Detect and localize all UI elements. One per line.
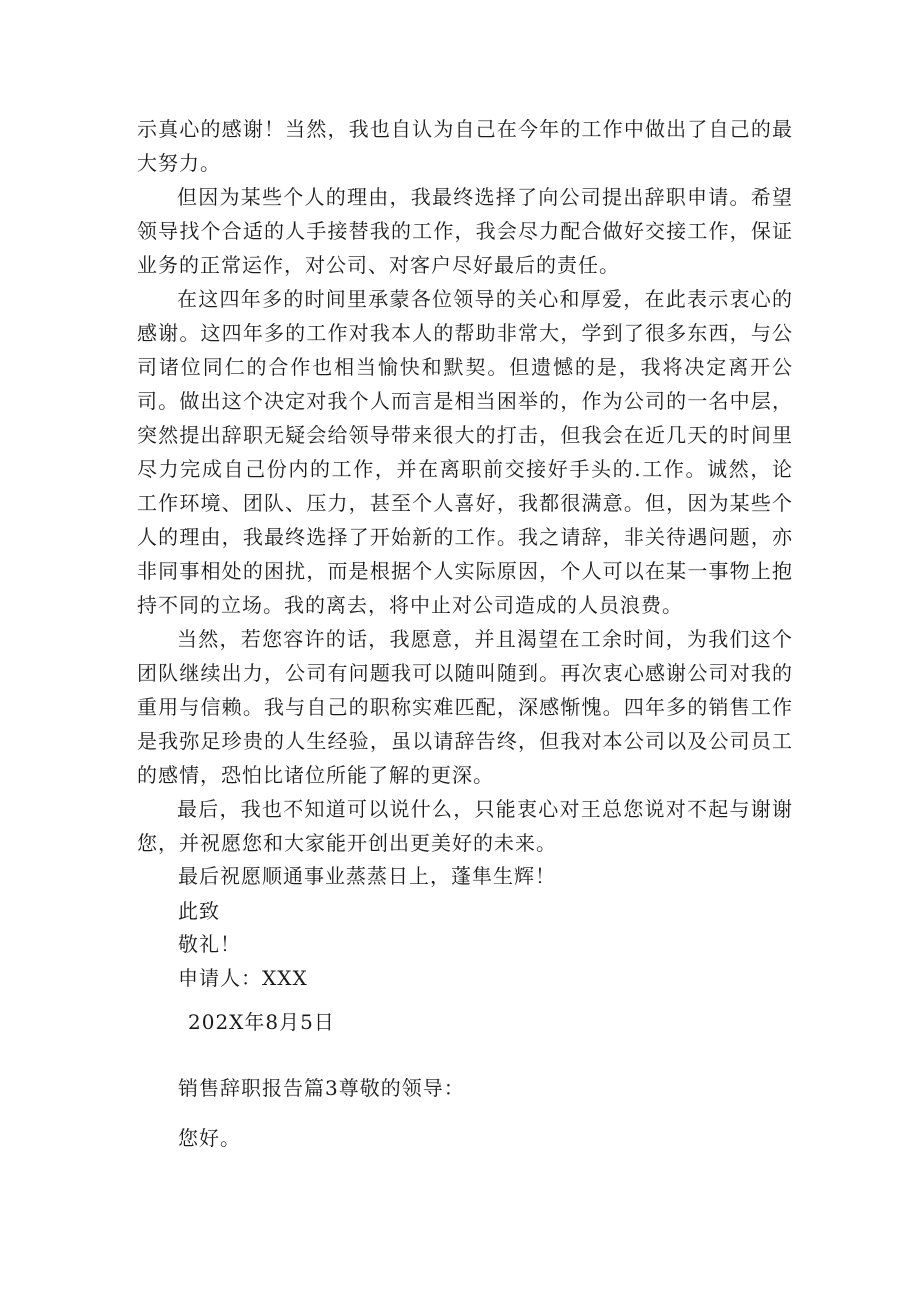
- greeting-line: 您好。: [178, 1126, 241, 1150]
- paragraph-1: 示真心的感谢！当然，我也自认为自己在今年的工作中做出了自己的最大努力。: [137, 117, 793, 175]
- paragraph-2: 但因为某些个人的理由，我最终选择了向公司提出辞职申请。希望领导找个合适的人手接替我的工作，我会尽力配合做好交接工作，保证业务的正常运作，对公司、对客户尽好最后的责任。: [137, 185, 793, 277]
- paragraph-5: 最后，我也不知道可以说什么，只能衷心对王总您说对不起与谢谢您，并祝愿您和大家能开创出更美好的未来。: [137, 797, 793, 855]
- applicant-line: 申请人：XXX: [178, 966, 308, 990]
- closing-wish: 最后祝愿顺通事业蒸蒸日上，蓬隼生辉！: [178, 864, 556, 888]
- paragraph-3: 在这四年多的时间里承蒙各位领导的关心和厚爱，在此表示衷心的感谢。这四年多的工作对我本人的帮助非常大，学到了很多东西，与公司诸位同仁的合作也相当愉快和默契。但遗憾的是，我将决定离开公司。做出这个决定对我个人而言是相当困举的，作为公司的一名中层，突然提出辞职无疑会给领导带来很大的打击，但我会在近几天的时间里尽力完成自己份内的工作，并在离职前交接好手头的.工作。诚然，论工作环境、团队、压力，甚至个人喜好，我都很满意。但，因为某些个人的理由，我最终选择了开始新的工作。我之请辞，非关待遇问题，亦非同事相处的困扰，而是根据个人实际原因，个人可以在某一事物上抱持不同的立场。我的离去，将中止对公司造成的人员浪费。: [137, 287, 793, 617]
- salutation-line-2: 敬礼！: [178, 932, 241, 956]
- salutation-line-1: 此致: [178, 899, 220, 923]
- section-heading: 销售辞职报告篇3尊敬的领导：: [178, 1076, 465, 1100]
- date-line: 202X年8月5日: [188, 1010, 335, 1034]
- letter-body: [137, 112, 793, 860]
- paragraph-4: 当然，若您容许的话，我愿意，并且渴望在工余时间，为我们这个团队继续出力，公司有问题我可以随叫随到。再次衷心感谢公司对我的重用与信赖。我与自己的职称实难匹配，深感惭愧。四年多的销售工作是我弥足珍贵的人生经验，虽以请辞告终，但我对本公司以及公司员工的感情，恐怕比诸位所能了解的更深。: [137, 627, 793, 787]
